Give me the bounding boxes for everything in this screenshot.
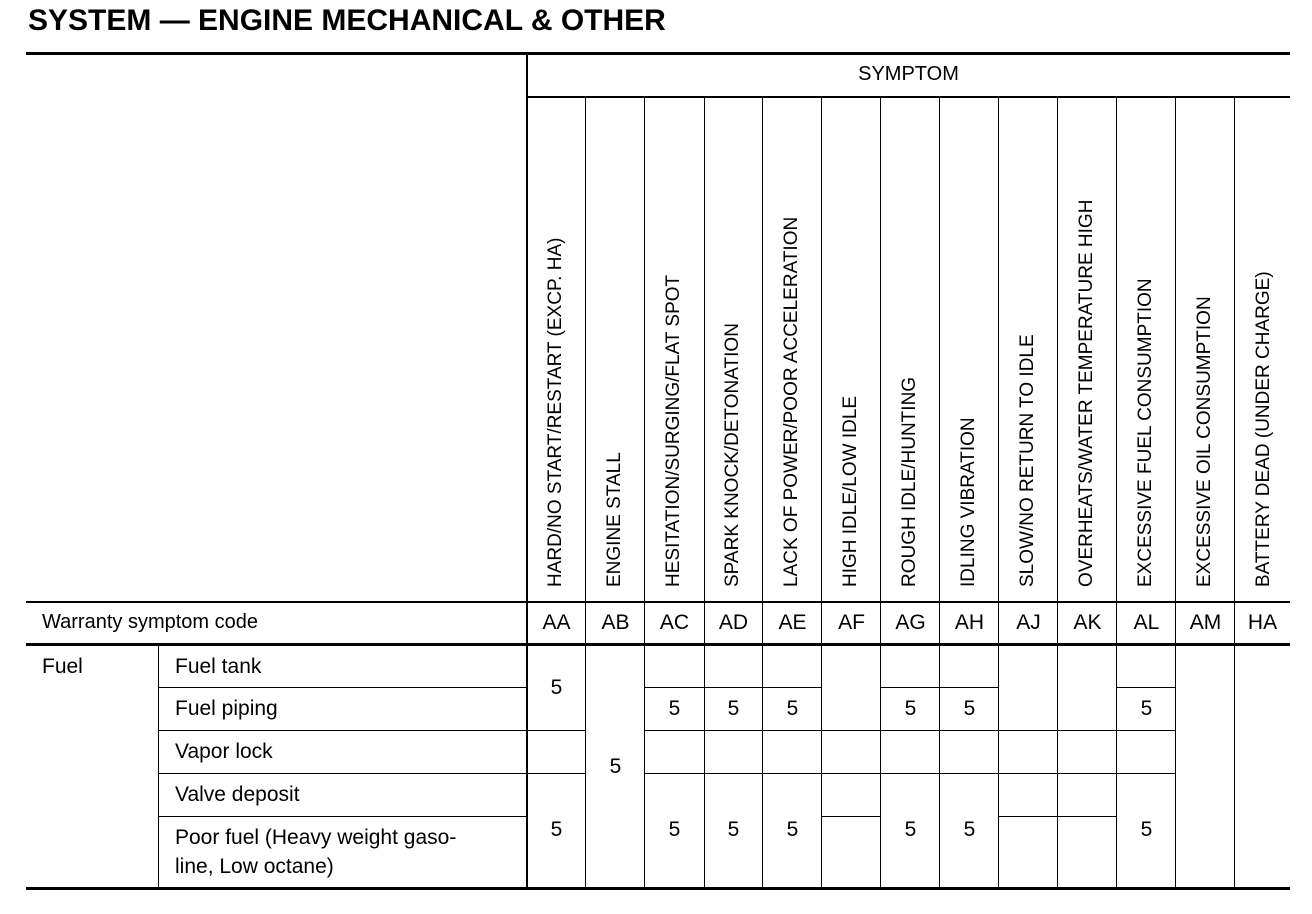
symptom-label: SPARK KNOCK/DETONATION — [722, 323, 743, 587]
symptom-label: ROUGH IDLE/HUNTING — [899, 376, 920, 587]
col-rule — [526, 54, 528, 889]
rating-cell: 5 — [668, 818, 681, 841]
rating-cell: 5 — [963, 697, 976, 720]
symptom-label: BATTERY DEAD (UNDER CHARGE) — [1253, 271, 1274, 587]
rating-cell: 5 — [668, 697, 681, 720]
col-rule — [158, 645, 159, 889]
symptom-code: AJ — [1016, 611, 1041, 634]
symptom-label: OVERHEATS/WATER TEMPERATURE HIGH — [1076, 199, 1097, 587]
cell-rule — [1116, 687, 1176, 688]
code-bottom-rule — [26, 643, 1290, 646]
symptom-code: AF — [838, 611, 865, 634]
rating-cell: 5 — [1140, 818, 1153, 841]
symptom-code: AC — [659, 611, 690, 634]
row-rule — [158, 773, 527, 774]
col-rule — [880, 97, 881, 889]
item-label: Valve deposit — [175, 783, 300, 806]
rating-cell: 5 — [786, 818, 799, 841]
item-label: Fuel piping — [175, 697, 278, 720]
row-rule — [158, 730, 527, 731]
rating-cell: 5 — [963, 818, 976, 841]
symptom-code: AH — [954, 611, 985, 634]
cell-rule — [527, 730, 586, 731]
cell-rule — [645, 730, 1176, 731]
rating-cell: 5 — [727, 818, 740, 841]
symptom-code: AD — [718, 611, 749, 634]
symptom-code: AK — [1073, 611, 1102, 634]
col-rule — [821, 97, 822, 889]
rating-cell: 5 — [609, 755, 622, 778]
col-rule — [1116, 97, 1117, 889]
symptom-label: EXCESSIVE FUEL CONSUMPTION — [1135, 278, 1156, 587]
warranty-label: Warranty symptom code — [42, 611, 258, 633]
symptom-label: IDLING VIBRATION — [958, 417, 979, 587]
symptom-label: LACK OF POWER/POOR ACCELERATION — [781, 216, 802, 587]
symptom-label: SLOW/NO RETURN TO IDLE — [1017, 334, 1038, 587]
col-rule — [1234, 97, 1235, 889]
symptom-label: HIGH IDLE/LOW IDLE — [840, 395, 861, 587]
row-rule — [158, 816, 527, 817]
cell-rule — [821, 816, 880, 817]
col-rule — [998, 97, 999, 889]
rating-cell: 5 — [904, 697, 917, 720]
symptom-code: AG — [895, 611, 926, 634]
cell-rule — [645, 687, 821, 688]
item-label: Fuel tank — [175, 655, 262, 678]
rating-cell: 5 — [727, 697, 740, 720]
symptom-code: AA — [542, 611, 571, 634]
item-label-line: line, Low octane) — [175, 855, 334, 878]
symptom-code: AB — [601, 611, 630, 634]
col-rule — [1057, 97, 1058, 889]
symptom-label: EXCESSIVE OIL CONSUMPTION — [1194, 296, 1215, 587]
item-label: Vapor lock — [175, 740, 273, 763]
rating-cell: 5 — [550, 818, 563, 841]
symptom-code: HA — [1247, 611, 1278, 634]
symptom-label: ENGINE STALL — [604, 452, 625, 587]
symptom-label: HESITATION/SURGING/FLAT SPOT — [663, 274, 684, 587]
table-bottom-rule — [26, 887, 1290, 890]
top-rule — [26, 52, 1290, 55]
cell-rule — [527, 773, 586, 774]
header-bottom-rule — [26, 601, 1290, 603]
rating-cell: 5 — [904, 818, 917, 841]
rating-cell: 5 — [1140, 697, 1153, 720]
item-label-line: Poor fuel (Heavy weight gaso- — [175, 826, 457, 849]
rating-cell: 5 — [550, 676, 563, 699]
symptom-code: AL — [1133, 611, 1160, 634]
cell-rule — [645, 773, 1176, 774]
symptom-code: AE — [778, 611, 807, 634]
symptom-label: HARD/NO START/RESTART (EXCP. HA) — [545, 237, 566, 587]
group-label: Fuel — [42, 655, 83, 678]
col-rule — [939, 97, 940, 889]
col-rule — [704, 97, 705, 889]
symptom-code: AM — [1189, 611, 1222, 634]
symptom-header: SYMPTOM — [858, 63, 959, 85]
col-rule — [1175, 97, 1176, 889]
page-title: SYSTEM — ENGINE MECHANICAL & OTHER — [28, 4, 666, 37]
row-rule — [158, 687, 527, 688]
col-rule — [762, 97, 763, 889]
rating-cell: 5 — [786, 697, 799, 720]
item-label-poor-fuel — [175, 823, 456, 881]
